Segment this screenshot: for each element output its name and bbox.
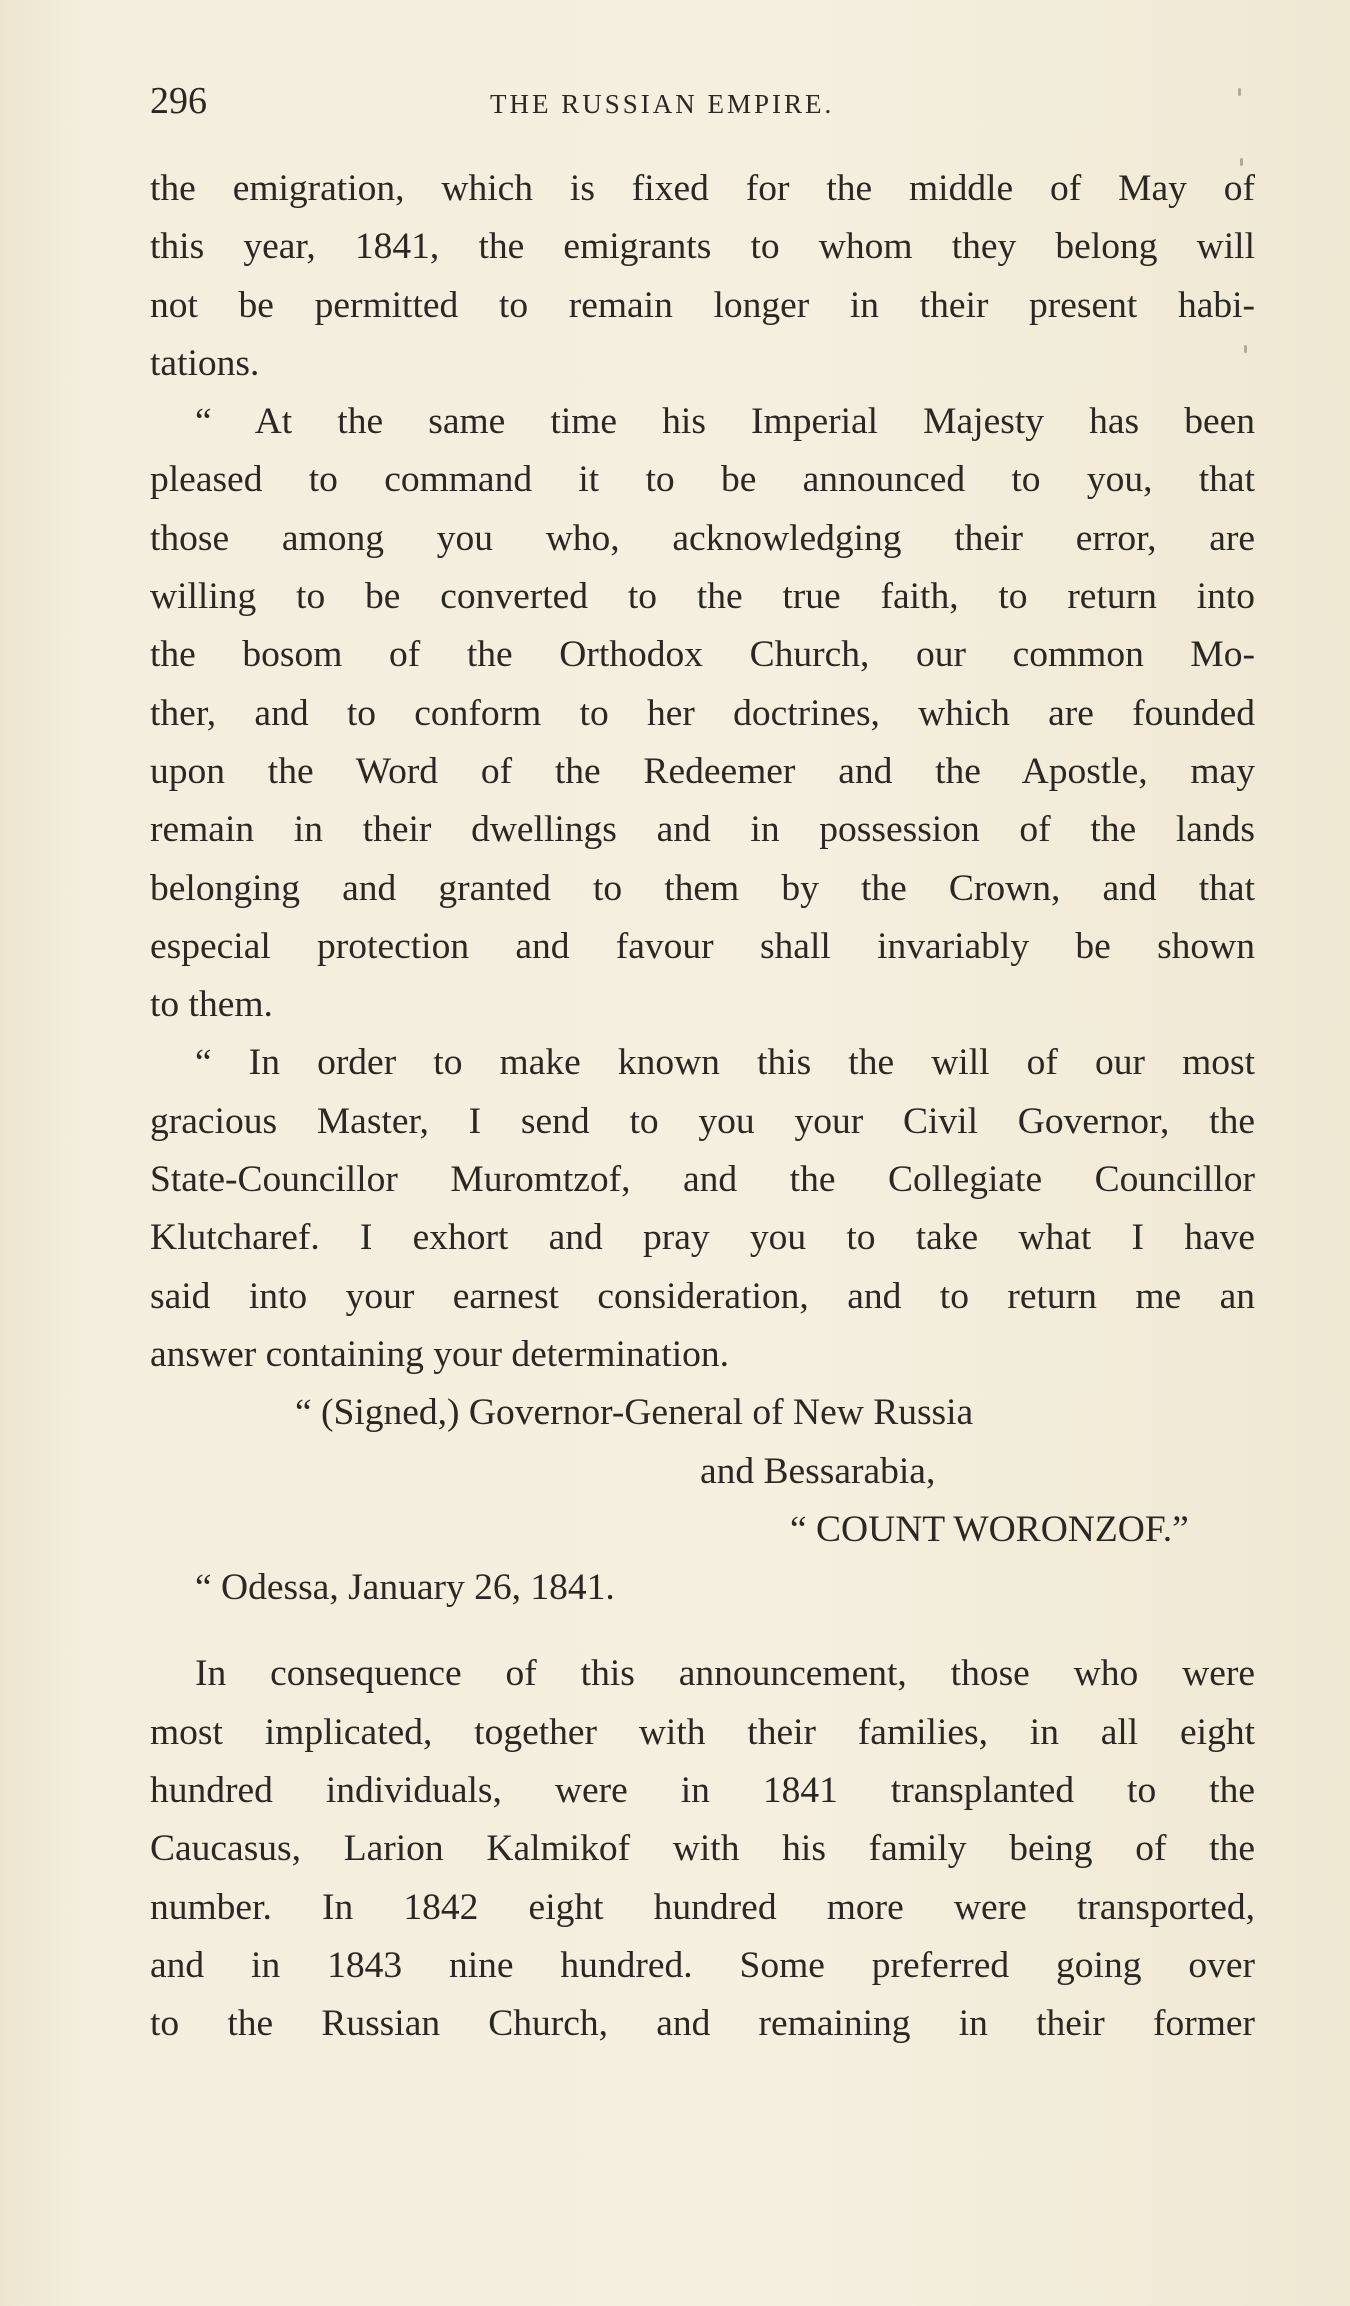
paper-speck <box>1240 158 1243 166</box>
text-line: answer containing your determination. <box>150 1333 729 1375</box>
text-line: Klutcharef. I exhort and pray you to take what I have <box>150 1217 1255 1259</box>
text-line: willing to be converted to the true faith, to return into <box>150 576 1255 618</box>
text-line: ther, and to conform to her doctrines, which are founded <box>150 692 1255 734</box>
text-line: most implicated, together with their families, in all eight <box>150 1711 1255 1753</box>
text-line: pleased to command it to be announced to you, that <box>150 459 1255 501</box>
page-number: 296 <box>150 80 207 122</box>
signature-line: and Bessarabia, <box>700 1450 936 1492</box>
paper-speck <box>1244 345 1247 353</box>
text-line: remain in their dwellings and in possession of the lands <box>150 809 1255 851</box>
text-line: belonging and granted to them by the Crown, and that <box>150 867 1255 909</box>
signature-line: “ (Signed,) Governor-General of New Russia <box>295 1392 974 1434</box>
text-line: upon the Word of the Redeemer and the Apostle, may <box>150 750 1255 792</box>
text-line: number. In 1842 eight hundred more were transported, <box>150 1886 1255 1928</box>
text-line: the bosom of the Orthodox Church, our common Mo- <box>150 634 1255 676</box>
text-line: gracious Master, I send to you your Civil Governor, the <box>150 1100 1255 1142</box>
running-head <box>150 78 1250 124</box>
text-line: and in 1843 nine hundred. Some preferred going over <box>150 1944 1255 1986</box>
text-line: “ At the same time his Imperial Majesty has been <box>195 401 1255 443</box>
text-line: to the Russian Church, and remaining in their former <box>150 2003 1255 2045</box>
paragraph-gap <box>150 1617 1255 1645</box>
text-line: this year, 1841, the emigrants to whom they belong will <box>150 226 1255 268</box>
text-line: Caucasus, Larion Kalmikof with his family being of the <box>150 1828 1255 1870</box>
paper-speck <box>1238 88 1241 96</box>
text-line: the emigration, which is fixed for the middle of May of <box>150 168 1255 209</box>
text-line: In consequence of this announcement, those who were <box>195 1653 1255 1695</box>
signature-name: “ COUNT WORONZOF.” <box>790 1508 1189 1550</box>
running-title: THE RUSSIAN EMPIRE. <box>490 89 835 119</box>
text-line: State-Councillor Muromtzof, and the Collegiate Councillor <box>150 1159 1255 1201</box>
text-line: not be permitted to remain longer in their present habi- <box>150 284 1255 326</box>
body-text <box>150 160 1255 2054</box>
text-line: hundred individuals, were in 1841 transplanted to the <box>150 1770 1255 1812</box>
text-line: especial protection and favour shall invariably be shown <box>150 925 1255 967</box>
text-line: tations. <box>150 342 260 384</box>
text-line: to them. <box>150 984 273 1026</box>
text-line: those among you who, acknowledging their error, are <box>150 517 1255 559</box>
text-line: “ In order to make known this the will of our most <box>195 1042 1255 1084</box>
date-line: “ Odessa, January 26, 1841. <box>195 1567 615 1609</box>
text-line: said into your earnest consideration, and to return me an <box>150 1275 1255 1317</box>
